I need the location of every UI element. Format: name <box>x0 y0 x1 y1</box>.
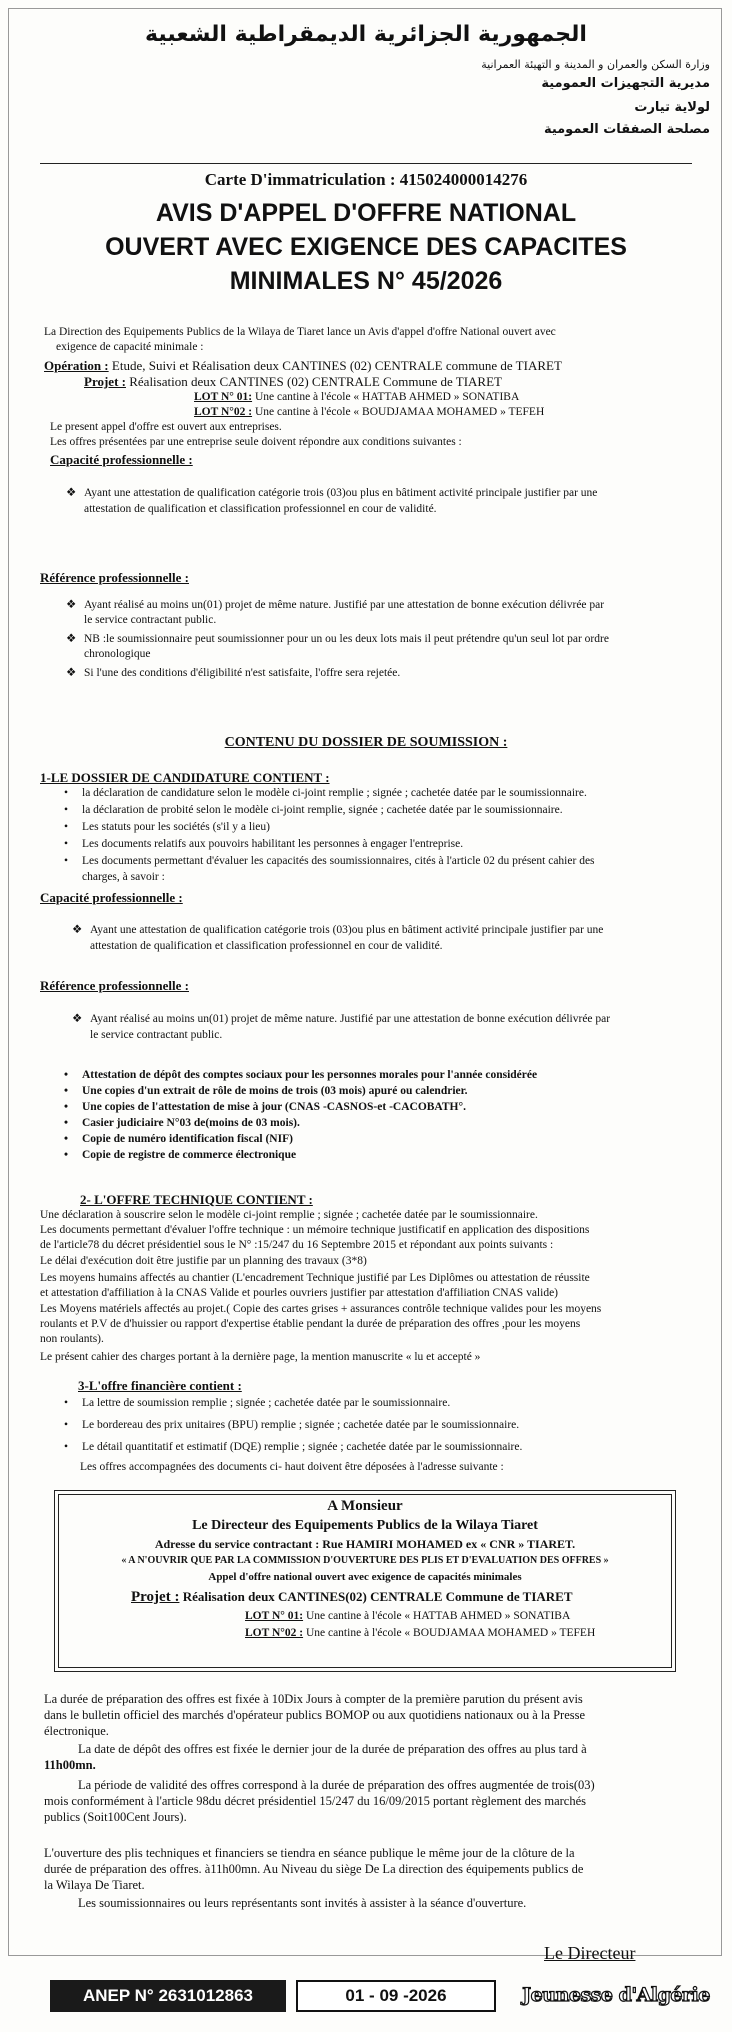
diamond-bullet-icon: ❖ <box>66 599 77 611</box>
technique-heading: 2- L'OFFRE TECHNIQUE CONTIENT : <box>80 1192 313 1207</box>
lot1-label: LOT N° 01: <box>194 391 253 403</box>
dot-bullet-icon: • <box>64 1117 69 1129</box>
closing-line-7: mois conformément à l'article 98du décret présidentiel 15/247 du 16/09/2015 portant règlement des marchés <box>44 1794 587 1808</box>
candidature-item-1: • la déclaration de candidature selon le modèle ci-joint remplie ; signée ; cachetée datée par le soumissionnaire. <box>64 787 587 799</box>
technique-line-5: Les moyens humains affectés au chantier (L'encadrement Technique justifié par Les Diplômes ou attestation de réussite <box>40 1272 590 1284</box>
reference1-heading: Référence professionnelle : <box>40 570 189 585</box>
reference2-line-1: ❖ Ayant réalisé au moins un(01) projet de même nature. Justifié par une attestation de bonne exécution délivrée par <box>72 1013 611 1025</box>
dot-bullet-icon: • <box>64 787 69 799</box>
closing-line-3: électronique. <box>44 1724 109 1738</box>
anep-number: ANEP N° 2631012863 <box>50 1980 286 2012</box>
lot2-text: Une cantine à l'école « BOUDJAMAA MOHAMED » TEFEH <box>252 406 545 418</box>
closing-line-8: publics (Soit100Cent Jours). <box>44 1810 187 1824</box>
dot-bullet-icon: • <box>64 855 69 867</box>
operation-line <box>44 358 562 373</box>
capacite2-heading: Capacité professionnelle : <box>40 890 183 905</box>
closing-line-9: L'ouverture des plis techniques et financiers se tiendra en séance publique le même jour de la clôture de la <box>44 1846 575 1860</box>
capacite1-heading: Capacité professionnelle : <box>50 452 193 467</box>
closing-line-11: la Wilaya De Tiaret. <box>44 1878 145 1892</box>
closing-line-1: La durée de préparation des offres est fixée à 10Dix Jours à compter de la première parution du présent avis <box>44 1692 583 1706</box>
publication-date: 01 - 09 -2026 <box>296 1980 496 2012</box>
address-lot1-text: Une cantine à l'école « HATTAB AHMED » SONATIBA <box>303 1610 571 1622</box>
diamond-bullet-icon: ❖ <box>66 633 77 645</box>
address-line-1: A Monsieur <box>327 1498 403 1514</box>
projet-label: Projet : <box>84 374 126 389</box>
dot-bullet-icon: • <box>64 838 69 850</box>
lot2-label: LOT N°02 : <box>194 406 253 418</box>
dot-bullet-icon: • <box>64 1419 69 1431</box>
contenu-heading: CONTENU DU DOSSIER DE SOUMISSION : <box>224 735 508 750</box>
technique-line-3: de l'article78 du décret présidentiel sous le N° :15/247 du 16 Septembre 2015 et répondant aux points suivants : <box>40 1239 554 1251</box>
closing-line-4: La date de dépôt des offres est fixée le dernier jour de la durée de préparation des offres au plus tard à <box>78 1742 587 1756</box>
diamond-bullet-icon: ❖ <box>72 924 83 936</box>
address-lot2-line <box>245 1626 595 1641</box>
operation-text: Etude, Suivi et Réalisation deux CANTINES (02) CENTRALE commune de TIARET <box>108 358 562 373</box>
address-projet-text: Réalisation deux CANTINES(02) CENTRALE Commune de TIARET <box>179 1589 573 1604</box>
address-projet-label: Projet : <box>131 1589 180 1605</box>
dot-bullet-icon: • <box>64 1069 69 1081</box>
diamond-bullet-icon: ❖ <box>72 1013 83 1025</box>
candidature-item-2: • la déclaration de probité selon le modèle ci-joint remplie, signée ; cachetée datée par le soumissionnaire. <box>64 804 563 816</box>
document-item-1: • Attestation de dépôt des comptes sociaux pour les personnes morales pour l'année considérée <box>64 1069 538 1081</box>
diamond-bullet-icon: ❖ <box>66 487 77 499</box>
closing-line-5: 11h00mn. <box>44 1758 96 1772</box>
financiere-heading: 3-L'offre financière contient : <box>78 1378 242 1393</box>
dot-bullet-icon: • <box>64 804 69 816</box>
document-item-4: • Casier judiciaire N°03 de(moins de 03 mois). <box>64 1117 300 1129</box>
newspaper-logo: Jeunesse d'Algérie <box>522 1984 710 2006</box>
candidature-heading: 1-LE DOSSIER DE CANDIDATURE CONTIENT : <box>40 770 330 785</box>
financiere-item-3: • Le détail quantitatif et estimatif (DQE) remplie ; signée ; cachetée datée par le soumissionnaire. <box>64 1441 523 1453</box>
title-line-1: AVIS D'APPEL D'OFFRE NATIONAL <box>155 199 577 227</box>
technique-line-7: Les Moyens matériels affectés au projet.( Copie des cartes grises + assurances contrôle technique valides pour les moyens <box>40 1303 602 1315</box>
reference2-line-2: le service contractant public. <box>90 1029 223 1041</box>
intro-line-1: La Direction des Equipements Publics de la Wilaya de Tiaret lance un Avis d'appel d'offre National ouvert avec <box>44 326 556 338</box>
document-item-3: • Une copies de l'attestation de mise à jour (CNAS -CASNOS-et -CACOBATH°. <box>64 1101 466 1113</box>
projet-text: Réalisation deux CANTINES (02) CENTRALE Commune de TIARET <box>125 374 502 389</box>
reference2-heading: Référence professionnelle : <box>40 978 189 993</box>
operation-label: Opération : <box>44 358 109 373</box>
dot-bullet-icon: • <box>64 1149 69 1161</box>
address-line-4: « A N'OUVRIR QUE PAR LA COMMISSION D'OUVERTURE DES PLIS ET D'EVALUATION DES OFFRES » <box>121 1555 609 1566</box>
document-item-2: • Une copies d'un extrait de rôle de moins de trois (03 mois) apuré ou calendrier. <box>64 1085 468 1097</box>
intro-line-2: exigence de capacité minimale : <box>56 341 204 353</box>
capacite1-line-2: attestation de qualification et classification professionnel en cour de validité. <box>84 503 437 515</box>
reference1-item2-line2: chronologique <box>84 648 151 660</box>
address-lot1-line <box>245 1609 570 1624</box>
diamond-bullet-icon: ❖ <box>66 667 77 679</box>
offers-text: Les offres présentées par une entreprise seule doivent répondre aux conditions suivantes : <box>50 436 462 448</box>
address-box-inner <box>58 1494 672 1668</box>
address-lot1-label: LOT N° 01: <box>245 1610 304 1622</box>
lot2-line <box>194 405 544 420</box>
lot1-text: Une cantine à l'école « HATTAB AHMED » SONATIBA <box>252 391 520 403</box>
capacite1-line-1: ❖ Ayant une attestation de qualification catégorie trois (03)ou plus en bâtiment activité principale justifier par une <box>66 487 598 499</box>
ministry-name: وزارة السكن والعمران و المدينة و التهيئة العمرانية <box>481 58 710 71</box>
closing-line-6: La période de validité des offres correspond à la durée de préparation des offres augmentée de trois(03) <box>78 1778 595 1792</box>
address-projet-line <box>131 1589 573 1605</box>
dot-bullet-icon: • <box>64 1441 69 1453</box>
address-lot2-text: Une cantine à l'école « BOUDJAMAA MOHAMED » TEFEH <box>303 1627 596 1639</box>
capacite2-line-2: attestation de qualification et classification professionnel en cour de validité. <box>90 940 443 952</box>
service-name: مصلحة الصفقات العمومية <box>543 122 710 137</box>
reference1-item2-line1: ❖ NB :le soumissionnaire peut soumissionner pour un ou les deux lots mais il peut prétendre qu'un seul lot par ordre <box>66 633 609 645</box>
technique-line-2: Les documents permettant d'évaluer l'offre technique : un mémoire technique justificatif en application des dispositions <box>40 1224 590 1236</box>
address-line-3: Adresse du service contractant : Rue HAMIRI MOHAMED ex « CNR » TIARET. <box>154 1537 576 1551</box>
reference1-item3: ❖ Si l'une des conditions d'éligibilité n'est satisfaite, l'offre sera rejetée. <box>66 667 401 679</box>
republic-heading: الجمهورية الجزائرية الديمقراطية الشعبية <box>145 22 587 47</box>
reference1-item1-line1: ❖ Ayant réalisé au moins un(01) projet de même nature. Justifié par une attestation de bonne exécution délivrée par <box>66 599 605 611</box>
address-lot2-label: LOT N°02 : <box>245 1627 304 1639</box>
address-line-2: Le Directeur des Equipements Publics de la Wilaya Tiaret <box>192 1518 538 1533</box>
dot-bullet-icon: • <box>64 1101 69 1113</box>
dot-bullet-icon: • <box>64 1133 69 1145</box>
lot1-line <box>194 390 519 405</box>
address-box <box>54 1490 676 1672</box>
candidature-item-4: • Les documents relatifs aux pouvoirs habilitant les personnes à engager l'entreprise. <box>64 838 464 850</box>
address-line-5: Appel d'offre national ouvert avec exigence de capacités minimales <box>208 1571 522 1583</box>
open-text: Le present appel d'offre est ouvert aux entreprises. <box>50 421 282 433</box>
technique-line-1: Une déclaration à souscrire selon le modèle ci-joint remplie ; signée ; cachetée datée par le soumissionnaire. <box>40 1209 538 1221</box>
directorate-name: مديرية التجهيزات العمومية <box>541 76 710 91</box>
financiere-item-2: • Le bordereau des prix unitaires (BPU) remplie ; signée ; cachetée datée par le soumissionnaire. <box>64 1419 520 1431</box>
title-line-2: OUVERT AVEC EXIGENCE DES CAPACITES <box>105 233 627 261</box>
header-divider <box>40 163 692 164</box>
dot-bullet-icon: • <box>64 1397 69 1409</box>
technique-line-10: Le présent cahier des charges portant à la dernière page, la mention manuscrite « lu et accepté » <box>40 1351 481 1363</box>
dot-bullet-icon: • <box>64 821 69 833</box>
technique-line-4: Le délai d'exécution doit être justifie par un planning des travaux (3*8) <box>40 1255 367 1267</box>
closing-line-12: Les soumissionnaires ou leurs représentants sont invités à assister à la séance d'ouverture. <box>78 1896 527 1910</box>
candidature-item-5: • Les documents permettant d'évaluer les capacités des soumissionnaires, cités à l'article 02 du présent cahier des <box>64 855 595 867</box>
document-item-5: • Copie de numéro identification fiscal (NIF) <box>64 1133 293 1145</box>
signature: Le Directeur <box>544 1943 636 1963</box>
registration-number: Carte D'immatriculation : 415024000014276 <box>204 170 528 189</box>
document-item-6: • Copie de registre de commerce électronique <box>64 1149 297 1161</box>
technique-line-6: et attestation d'affiliation à la CNAS Valide et pourles ouvriers justifier par attestation d'affiliation CNAS valide) <box>40 1287 559 1299</box>
capacite2-line-1: ❖ Ayant une attestation de qualification catégorie trois (03)ou plus en bâtiment activité principale justifier par une <box>72 924 604 936</box>
projet-line <box>84 374 502 389</box>
financiere-item-1: • La lettre de soumission remplie ; signée ; cachetée datée par le soumissionnaire. <box>64 1397 451 1409</box>
candidature-item-3: • Les statuts pour les sociétés (s'il y a lieu) <box>64 821 270 833</box>
reference1-item1-line2: le service contractant public. <box>84 614 217 626</box>
financiere-closing: Les offres accompagnées des documents ci- haut doivent être déposées à l'adresse suivante : <box>80 1461 504 1473</box>
dot-bullet-icon: • <box>64 1085 69 1097</box>
closing-line-10: durée de préparation des offres. à11h00mn. Au Niveau du siège De La direction des équipements publics de <box>44 1862 584 1876</box>
candidature-item-5-cont: charges, à savoir : <box>82 871 165 883</box>
title-line-3: MINIMALES N° 45/2026 <box>229 267 503 295</box>
wilaya-name: لولاية تيارت <box>634 100 710 115</box>
technique-line-9: non roulants). <box>40 1333 104 1345</box>
technique-line-8: roulants et P.V de d'huissier ou rapport d'expertise établie pendant la durée de préparation des offres ,pour les moyens <box>40 1318 581 1330</box>
closing-line-2: dans le bulletin officiel des marchés d'opérateur publics BOMOP ou aux quotidiens nationaux ou à la Presse <box>44 1708 586 1722</box>
